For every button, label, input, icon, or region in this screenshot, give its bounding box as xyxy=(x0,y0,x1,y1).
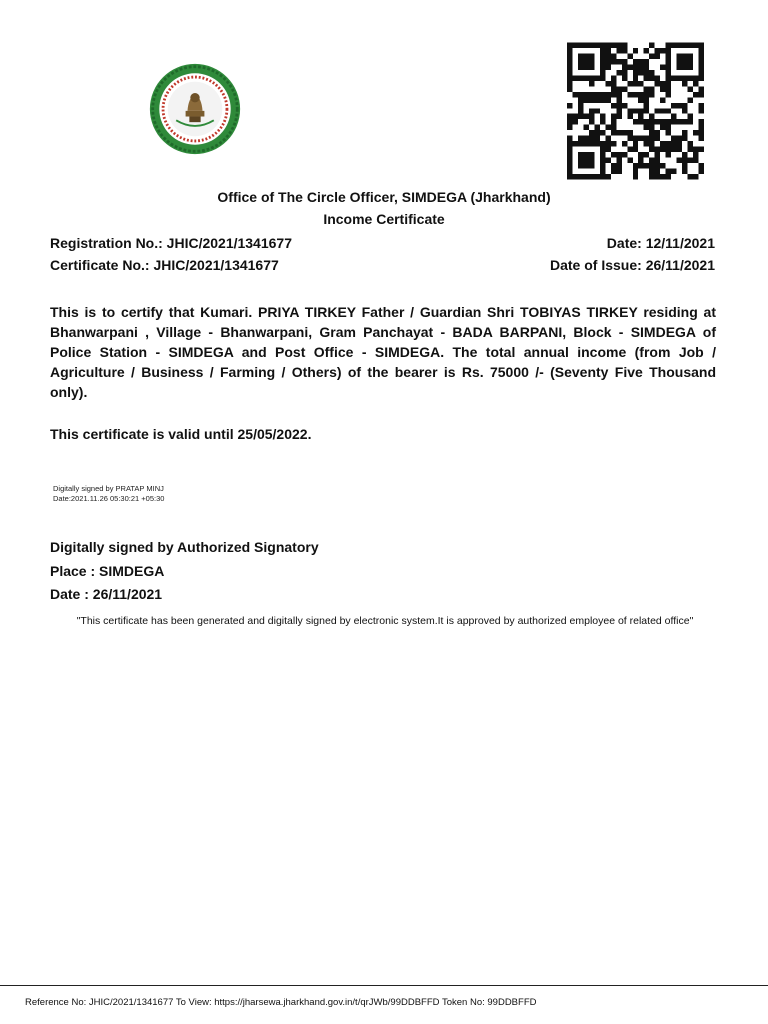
certificate-title: Income Certificate xyxy=(323,211,445,227)
date-of-issue: Date of Issue: 26/11/2021 xyxy=(550,257,715,273)
signature-line-name: Digitally signed by PRATAP MINJ xyxy=(53,484,164,493)
office-heading: Office of The Circle Officer, SIMDEGA (Jharkhand) xyxy=(217,189,551,205)
certificate-body: This is to certify that Kumari. PRIYA TIRKEY Father / Guardian Shri TOBIYAS TIRKEY residing at Bhanwarpani , Village - Bhanwarpani, Gram Panchayat - BADA BARPANI, Block - SIMDEGA of Police Station - SIMDEGA and Post Office - SIMDEGA. The total annual income (from Job / Agriculture / Business / Farming / Others) of the bearer is Rs. 75000 /- (Seventy Five Thousand only). xyxy=(50,304,716,400)
registration-number: Registration No.: JHIC/2021/1341677 xyxy=(50,235,292,251)
authorized-signatory: Digitally signed by Authorized Signatory xyxy=(50,539,319,555)
footer-divider xyxy=(0,985,768,986)
government-seal-icon xyxy=(148,62,242,156)
signature-line-date: Date:2021.11.26 05:30:21 +05:30 xyxy=(53,494,165,503)
validity-statement: This certificate is valid until 25/05/2022. xyxy=(50,426,312,442)
certificate-number: Certificate No.: JHIC/2021/1341677 xyxy=(50,257,279,273)
footer-reference: Reference No: JHIC/2021/1341677 To View: https://jharsewa.jharkhand.gov.in/t/qrJWb/99DDBFFD Token No: 99DDBFFD xyxy=(25,997,537,1008)
qr-code-icon xyxy=(567,40,704,182)
place: Place : SIMDEGA xyxy=(50,563,165,579)
signed-date: Date : 26/11/2021 xyxy=(50,586,163,602)
application-date: Date: 12/11/2021 xyxy=(606,235,715,251)
system-generated-note: "This certificate has been generated and digitally signed by electronic system.It is approved by authorized employee of related office" xyxy=(76,615,694,627)
digital-signature-stamp xyxy=(53,484,164,504)
